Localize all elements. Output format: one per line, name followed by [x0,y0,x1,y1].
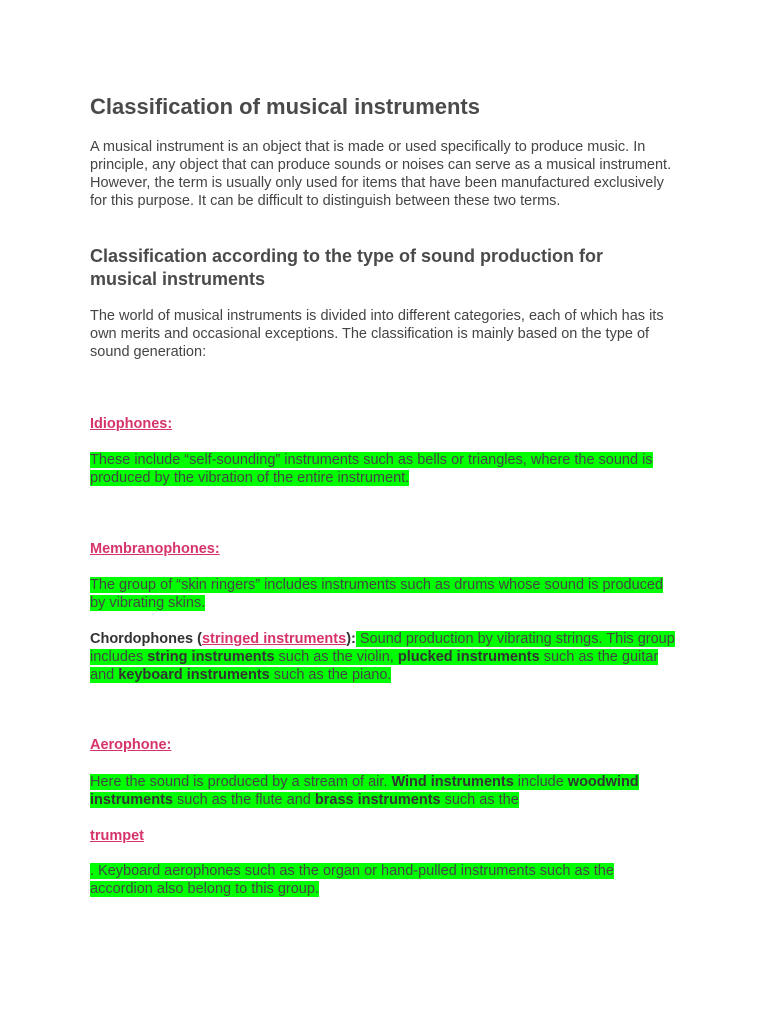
aerophone-continuation [90,862,680,898]
chordophones-label-end: ): [346,631,356,647]
chordophones-text-1: Sound production by vibrating strings. This group includes [90,631,675,665]
membranophones-text: The group of “skin ringers” includes instruments such as drums whose sound is produced by vibrating skins. [90,577,664,611]
string-instruments-term: string instruments [147,649,275,665]
idiophones-heading [90,415,680,433]
chordophones-text-2: such as the violin, [274,649,398,665]
section-heading: Classification according to the type of sound production for musical instruments [90,246,604,289]
membranophones-description [90,576,680,612]
aerophone-description [90,773,680,809]
brass-instruments-term: brass instruments [314,792,441,808]
aerophone-text-4: such as the [440,792,519,808]
aerophone-text-3: such as the flute and [173,792,315,808]
aerophone-text-1: Here the sound is produced by a stream of air. [90,774,392,790]
membranophones-heading [90,540,680,558]
aerophone-text-2: include [513,774,568,790]
idiophones-label: Idiophones: [90,416,173,432]
plucked-instruments-term: plucked instruments [397,649,540,665]
membranophones-label: Membranophones: [90,541,220,557]
aerophone-text-5: . Keyboard aerophones such as the organ or hand-pulled instruments such as the accordion also belong to this group. [90,863,614,897]
page-title: Classification of musical instruments [90,94,480,119]
idiophones-text: These include “self-sounding” instruments such as bells or triangles, where the sound is produced by the vibration of the entire instrument. [90,452,653,486]
woodwind-instruments-term: woodwind instruments [90,774,639,808]
chordophones-text-3: such as the guitar and [90,649,659,683]
chordophones-label-start: Chordophones ( [90,631,202,647]
trumpet-link[interactable]: trumpet [90,828,144,844]
aerophone-label: Aerophone: [90,737,172,753]
aerophone-heading [90,736,680,754]
chordophones-paragraph [90,630,680,684]
intro-paragraph: A musical instrument is an object that is made or used specifically to produce music. In principle, any object that can produce sounds or noises can serve as a musical instrument. However, the term is usually only used for items that have been manufactured exclusively for this purpose. It can be difficult to distinguish between these two terms. [90,139,672,209]
keyboard-instruments-term: keyboard instruments [118,667,270,683]
chordophones-text-4: such as the piano. [269,667,392,683]
wind-instruments-term: Wind instruments [391,774,514,790]
stringed-instruments-link[interactable]: stringed instruments [201,631,347,647]
section-intro-paragraph: The world of musical instruments is divided into different categories, each of which has its own merits and occasional exceptions. The classification is mainly based on the type of sound generation: [90,308,664,360]
idiophones-description [90,451,680,487]
trumpet-link-line [90,827,680,845]
